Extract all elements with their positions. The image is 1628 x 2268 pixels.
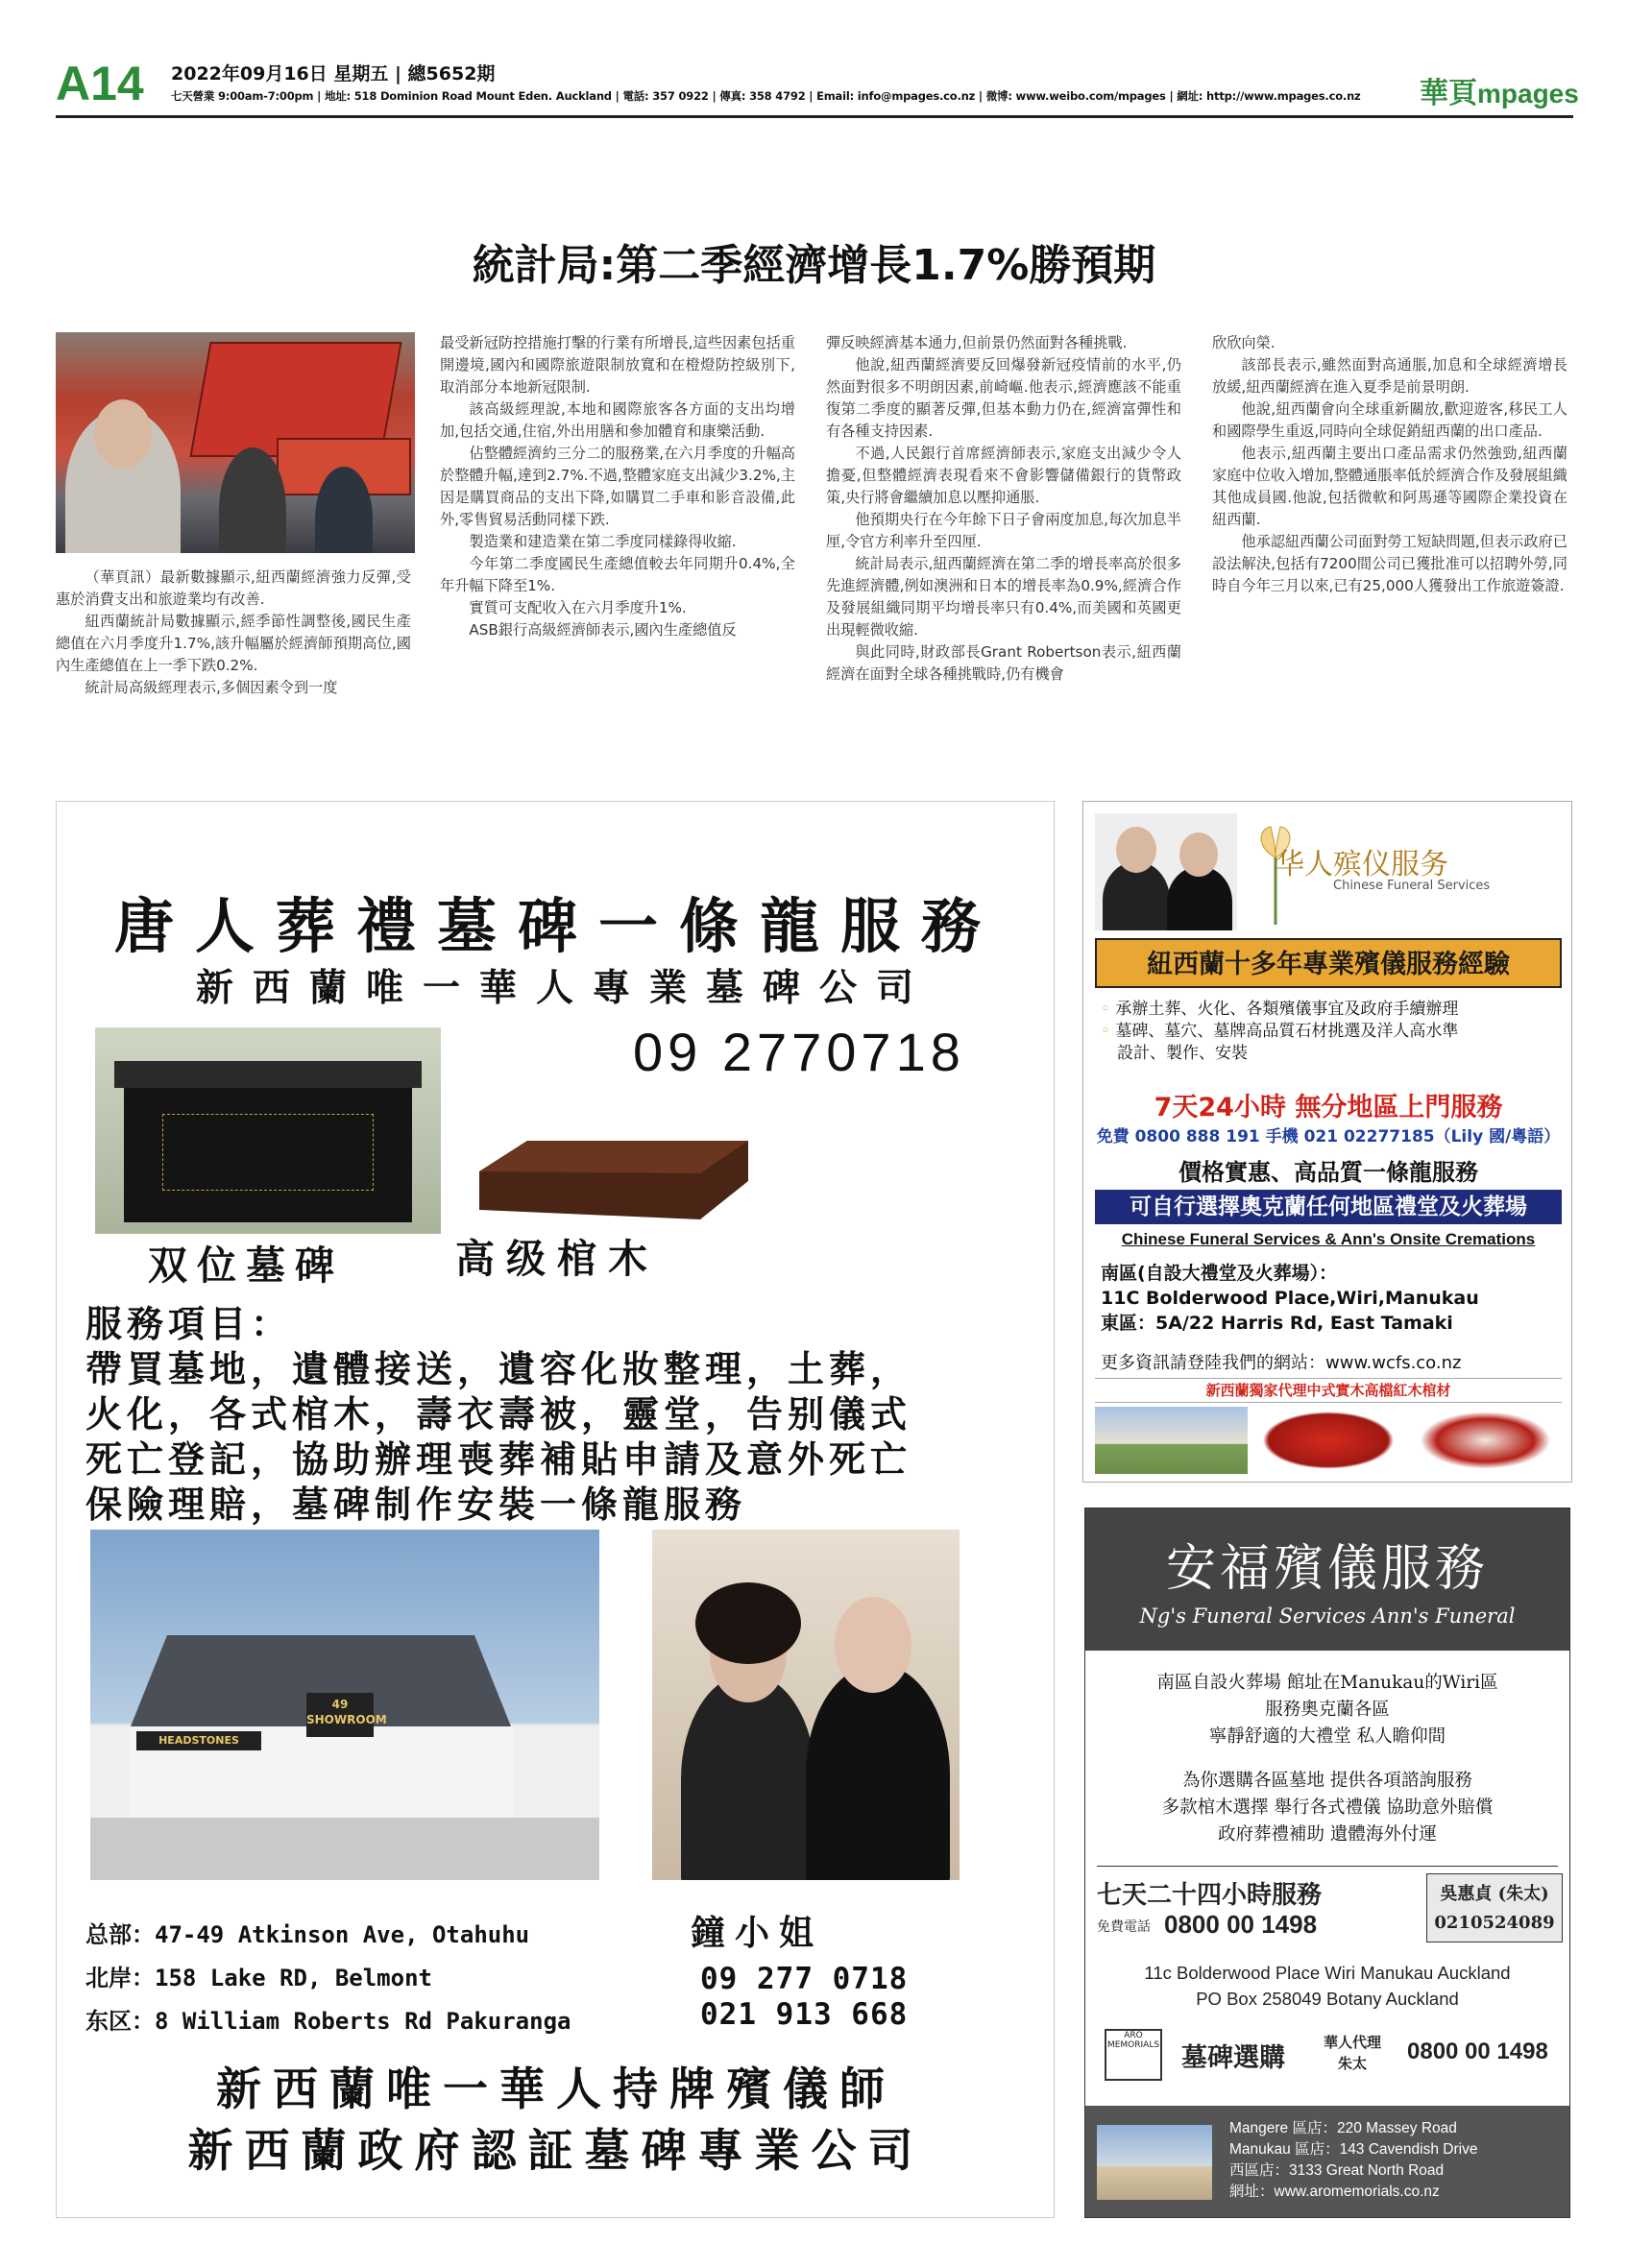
footer-line: 新西蘭政府認証墓碑專業公司 xyxy=(187,2125,925,2178)
phone-line[interactable]: 免費 0800 888 191 手機 021 02277185（Lily 國/粵語） xyxy=(1096,1127,1561,1146)
person-face xyxy=(94,399,152,469)
services-line: 政府葬禮補助 遺體海外付運 xyxy=(1218,1824,1437,1845)
address-line: PO Box 258049 Botany Auckland xyxy=(1196,1989,1459,2009)
paragraph: 彈反映經濟基本通力,但前景仍然面對各種挑戰. xyxy=(826,334,1128,351)
spacer xyxy=(1085,1750,1569,1768)
services-line: 南區自設火葬場 館址在Manukau的Wiri區 xyxy=(1156,1673,1498,1693)
article-column-1 xyxy=(56,567,411,699)
showroom-sign: 49 SHOWROOM xyxy=(306,1693,374,1737)
paragraph: 統計局高級經理表示,多個因素令到一度 xyxy=(85,679,338,696)
addresses xyxy=(1101,1261,1562,1336)
brand-name-en: Chinese Funeral Services xyxy=(1333,879,1491,893)
agent-number[interactable]: 0800 00 1498 xyxy=(1407,2039,1548,2064)
caption-tomb: 双位墓碑 xyxy=(148,1243,344,1289)
article-column-4 xyxy=(1212,332,1567,597)
services-line: 服務奧克蘭各區 xyxy=(1265,1700,1390,1720)
ad-phone[interactable]: 09 2770718 xyxy=(633,1022,965,1082)
address-line: 東區：5A/22 Harris Rd, East Tamaki xyxy=(1101,1313,1453,1334)
services-line: 保險理賠，墓碑制作安裝一條龍服務 xyxy=(85,1483,747,1526)
services-line: 帶買墓地，遺體接送，遺容化妝整理，土葬， xyxy=(85,1347,912,1390)
bullet-item: 設計、製作、安裝 xyxy=(1117,1044,1248,1063)
paragraph: 他預期央行在今年餘下日子會兩度加息,每次加息半厘,令官方利率升至四厘. xyxy=(826,511,1181,550)
person-figure xyxy=(681,1674,815,1880)
paragraph: 佔整體經濟約三分二的服務業,在六月季度的升幅高於整體升幅,達到2.7%.不過,整體家庭支出減少3.2%,主因是購買商品的支出下降,如購買二手車和影音設備,此外,零售貿易活動同樣下跌. xyxy=(440,445,795,528)
paragraph: 該部長表示,雖然面對高通脹,加息和全球經濟增長放緩,紐西蘭經濟在進入夏季是前景明朗. xyxy=(1212,356,1567,396)
article-column-2 xyxy=(440,332,795,641)
paragraph: 該高級經理說,本地和國際旅客各方面的支出均增加,包括交通,住宿,外出用膳和參加體育和康樂活動. xyxy=(440,400,795,440)
paragraph: 最受新冠防控措施打擊的行業有所增長,這些因素包括重開邊境,國內和國際旅遊限制放寬和在橙燈防控級別下,取消部分本地新冠限制. xyxy=(440,334,795,396)
paragraph: 實質可支配收入在六月季度升1%. xyxy=(469,599,687,616)
address xyxy=(1085,1960,1569,2012)
person-face xyxy=(1179,832,1218,877)
divider xyxy=(1097,1866,1558,1867)
contact-phone-2[interactable]: 021 913 668 xyxy=(700,1997,909,2032)
contact-box xyxy=(1426,1873,1563,1942)
agent-name: 朱太 xyxy=(1338,2055,1368,2072)
ad-subtitle: 新西蘭唯一華人專業墓碑公司 xyxy=(196,966,934,1010)
experience-banner: 紐西蘭十多年專業殯儀服務經驗 xyxy=(1095,938,1562,988)
contact-name: 鐘小姐 xyxy=(691,1913,824,1953)
person-face xyxy=(835,1597,911,1693)
paragraph: 他說,紐西蘭經濟要反回爆發新冠疫情前的水平,仍然面對很多不明朗因素,前崎嶇.他表示,經濟應該不能重復第二季度的顯著反彈,但基本動力仍在,經濟富彈性和有各種支持因素. xyxy=(826,356,1181,440)
aro-memorials-logo: ARO MEMORIALS xyxy=(1105,2029,1162,2081)
paragraph: 今年第二季度國民生產總值較去年同期升0.4%,全年升幅下降至1%. xyxy=(440,555,795,594)
agent-title: 華人代理 xyxy=(1324,2034,1382,2051)
ngs-funeral-services-ad[interactable] xyxy=(1084,1508,1570,2218)
branches-list xyxy=(1229,2118,1477,2203)
chinese-funeral-services-ad[interactable] xyxy=(1082,801,1572,1483)
services-text xyxy=(1085,1670,1569,1848)
issue-date: 2022年09月16日 星期五 | 總5652期 xyxy=(171,63,496,84)
service-bullets xyxy=(1101,999,1552,1065)
ad-footer xyxy=(105,2060,1008,2183)
tombstone-image xyxy=(95,1027,441,1234)
showroom-building-image xyxy=(90,1530,599,1880)
services-line: 服務項目： xyxy=(85,1302,293,1345)
headstone-ad[interactable] xyxy=(56,801,1055,2218)
article-headline: 統計局:第二季經濟增長1.7%勝預期 xyxy=(472,241,1156,290)
services-list xyxy=(85,1301,1008,1527)
hours-line: 七天二十四小時服務 xyxy=(1097,1881,1323,1910)
services-line: 死亡登記，協助辦理喪葬補貼申請及意外死亡 xyxy=(85,1437,912,1481)
website-link[interactable]: 更多資訊請登陸我們的網站：www.wcfs.co.nz xyxy=(1101,1353,1462,1373)
tomb-inscription xyxy=(162,1114,374,1191)
person-face xyxy=(1116,827,1156,873)
paragraph: 他承認紐西蘭公司面對勞工短缺問題,但表示政府已設法解決,包括有7200間公司已獲批准可以招聘外勞,同時自今年三月以來,已有25,000人獲發出工作旅遊簽證. xyxy=(1212,533,1567,594)
person-figure xyxy=(806,1664,950,1880)
contact-phone-1[interactable]: 09 277 0718 xyxy=(700,1962,909,1996)
coffin-image xyxy=(470,1133,758,1227)
paragraph: 製造業和建造業在第二季度同樣錄得收縮. xyxy=(469,533,737,550)
caption-coffin: 高级棺木 xyxy=(455,1236,659,1282)
address-line: 11C Bolderwood Place,Wiri,Manukau xyxy=(1101,1288,1479,1309)
services-line: 為你選購各區墓地 提供各項諮詢服務 xyxy=(1182,1771,1472,1791)
open-coffin-image xyxy=(1409,1407,1562,1474)
chapel-image xyxy=(1095,1407,1248,1474)
address-east: 东区：8 William Roberts Rd Pakuranga xyxy=(85,2008,571,2035)
address-line: 南區(自設大禮堂及火葬場）： xyxy=(1101,1263,1338,1284)
ad-title: 安福殯儀服務 xyxy=(1165,1540,1489,1598)
free-call-label: 免費電話 xyxy=(1097,1919,1151,1935)
headstones-sign: HEADSTONES xyxy=(136,1731,261,1750)
free-call-number[interactable]: 0800 00 1498 xyxy=(1164,1910,1318,1939)
services-line: 火化，各式棺木，壽衣壽被，靈堂，告别儀式 xyxy=(85,1392,912,1436)
staff-photo xyxy=(652,1530,960,1880)
tomb-roof xyxy=(114,1061,422,1088)
english-name: Chinese Funeral Services & Ann's Onsite Cremations xyxy=(1121,1230,1536,1248)
red-coffin-image xyxy=(1251,1407,1404,1474)
headstone-select: 墓碑選購 xyxy=(1181,2043,1285,2073)
address-line: 11c Bolderwood Place Wiri Manukau Auckland xyxy=(1144,1963,1511,1983)
logo-en: mpages xyxy=(1477,79,1579,109)
branch-line: 西區店：3133 Great North Road xyxy=(1229,2162,1445,2179)
header-divider xyxy=(56,115,1573,118)
branch-line: Mangere 區店：220 Massey Road xyxy=(1229,2120,1457,2136)
article-column-3 xyxy=(826,332,1181,686)
footer-line: 新西蘭唯一華人持牌殯儀師 xyxy=(216,2063,896,2116)
paragraph: 統計局表示,紐西蘭經濟在第二季的增長率高於很多先進經濟體,例如澳洲和日本的增長率為0.9%,經濟合作及發展組織同期平均增長率只有0.4%,而美國和英國更出現輕微收縮. xyxy=(826,555,1181,639)
agent-label xyxy=(1324,2032,1381,2074)
paragraph: 紐西蘭統計局數據顯示,經季節性調整後,國民生產總值在六月季度升1.7%,該升幅屬於經濟師預期高位,國內生產總值在上一季下跌0.2%. xyxy=(56,613,411,674)
contact-info-line: 七天營業 9:00am-7:00pm | 地址: 518 Dominion Road Mount Eden. Auckland | 電話: 357 0922 | 傳真: 358 4792 | Email: info@mpages.co.nz | 微博: www.weibo.com/mpages | 網址: http://www.mpages.co.nz xyxy=(171,89,1361,103)
branch-line: Manukau 區店：143 Cavendish Drive xyxy=(1229,2141,1478,2158)
bullet-item: ◦ 墓碑、墓穴、墓牌高品質石材挑選及洋人高水準 xyxy=(1101,1022,1459,1041)
paragraph: 欣欣向榮. xyxy=(1212,334,1276,351)
paragraph: ASB銀行高級經濟師表示,國內生產總值反 xyxy=(469,621,737,639)
page-number: A14 xyxy=(56,57,144,110)
hours-line: 7天24小時 無分地區上門服務 xyxy=(1154,1093,1503,1122)
paragraph: 與此同時,財政部長Grant Robertson表示,紐西蘭經濟在面對全球各種挑戰時,仍有機會 xyxy=(826,643,1181,683)
article-photo xyxy=(56,332,415,553)
logo-zh: 華頁 xyxy=(1420,78,1477,109)
bullet-item: ◦ 承辦土葬、火化、各類殯儀事宜及政府手續辦理 xyxy=(1101,1000,1459,1019)
website-link[interactable]: 網址：www.aromemorials.co.nz xyxy=(1229,2184,1440,2200)
branch-building-image xyxy=(1097,2125,1212,2200)
driveway xyxy=(90,1818,599,1880)
contact-name: 吳惠貞 (朱太) xyxy=(1440,1884,1549,1904)
paragraph: 他說,紐西蘭會向全球重新關放,歡迎遊客,移民工人和國際學生重返,同時向全球促銷紐西蘭的出口產品. xyxy=(1212,400,1567,440)
venue-banner: 可自行選擇奧克蘭任何地區禮堂及火葬場 xyxy=(1095,1190,1562,1224)
slogan: 價格實惠、高品質一條龍服務 xyxy=(1178,1159,1478,1186)
ad-title: 唐人葬禮墓碑一條龍服務 xyxy=(114,891,1003,961)
paragraph: 不過,人民銀行首席經濟師表示,家庭支出減少令人擔憂,但整體經濟表現看來不會影響儲備銀行的貨幣政策,央行將會繼續加息以壓抑通脹. xyxy=(826,445,1181,506)
services-line: 多款棺木選擇 舉行各式禮儀 協助意外賠償 xyxy=(1161,1798,1494,1818)
exclusive-notice: 新西蘭獨家代理中式實木高檔紅木棺材 xyxy=(1095,1378,1562,1403)
product-images xyxy=(1095,1407,1562,1474)
address-hq: 总部：47-49 Atkinson Ave, Otahuhu xyxy=(85,1921,530,1948)
services-line: 寧靜舒適的大禮堂 私人瞻仰間 xyxy=(1208,1726,1446,1747)
address-north: 北岸：158 Lake RD, Belmont xyxy=(85,1965,432,1991)
mpages-logo[interactable] xyxy=(1420,69,1579,111)
brand-name: 华人殡仪服务 xyxy=(1276,848,1448,881)
contact-phone[interactable]: 0210524089 xyxy=(1434,1913,1555,1933)
paragraph: 他表示,紐西蘭主要出口產品需求仍然強勁,紐西蘭家庭中位收入增加,整體通脹率低於經濟合作及發展組織其他成員國.他說,包括微軟和阿馬遜等國際企業投資在紐西蘭. xyxy=(1212,445,1567,528)
person-hair xyxy=(695,1582,801,1664)
ad-title-en: Ng's Funeral Services Ann's Funeral xyxy=(1139,1604,1516,1628)
paragraph: （華頁訊）最新數據顯示,紐西蘭經濟強力反彈,受惠於消費支出和旅遊業均有改善. xyxy=(56,568,411,608)
staff-photo xyxy=(1095,813,1237,930)
